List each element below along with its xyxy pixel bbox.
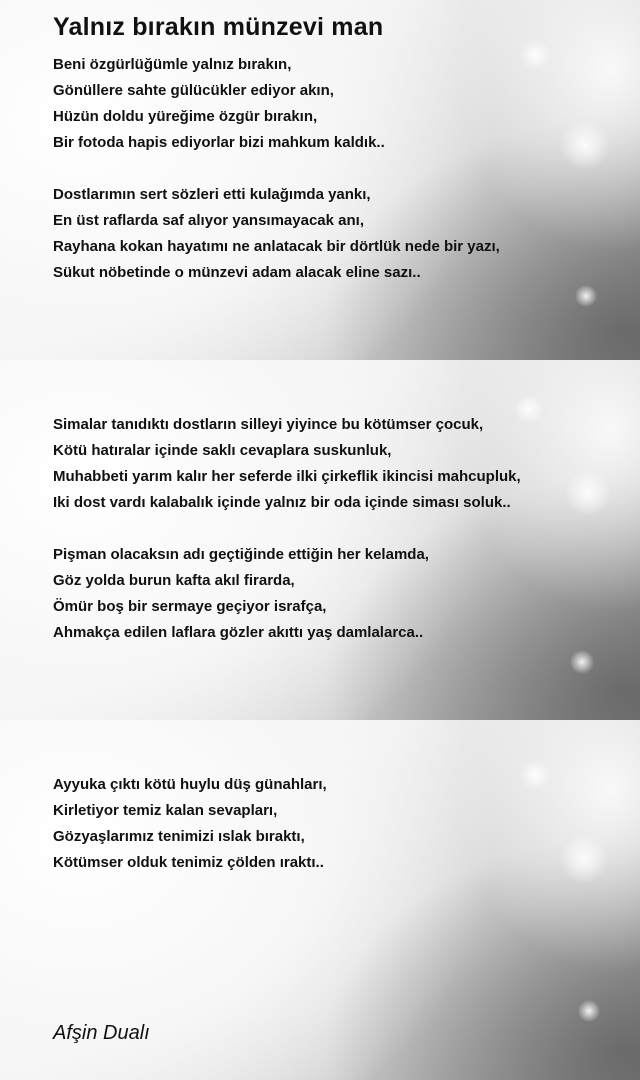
poem-line: Kötümser olduk tenimiz çölden ıraktı.. xyxy=(53,854,324,871)
poem-page-2 xyxy=(0,360,640,720)
stanza-1 xyxy=(53,52,623,156)
bokeh-decoration xyxy=(575,285,597,307)
poem-line: Iki dost vardı kalabalık içinde yalnız bir oda içinde siması soluk.. xyxy=(53,494,511,511)
poem-line: Göz yolda burun kafta akıl firarda, xyxy=(53,572,295,589)
poem-line: Kirletiyor temiz kalan sevapları, xyxy=(53,802,278,819)
poem-line: Kötü hatıralar içinde saklı cevaplara suskunluk, xyxy=(53,442,392,459)
poem-line: Gözyaşlarımız tenimizi ıslak bıraktı, xyxy=(53,828,305,845)
poem-line: Pişman olacaksın adı geçtiğinde ettiğin her kelamda, xyxy=(53,546,429,563)
poem-line: Ayyuka çıktı kötü huylu düş günahları, xyxy=(53,776,327,793)
poem-line: Gönüllere sahte gülücükler ediyor akın, xyxy=(53,82,334,99)
poem-line: Hüzün doldu yüreğime özgür bırakın, xyxy=(53,108,318,125)
poem-line: Beni özgürlüğümle yalnız bırakın, xyxy=(53,56,292,73)
poem-line: Simalar tanıdıktı dostların silleyi yiyince bu kötümser çocuk, xyxy=(53,416,484,433)
poem-line: En üst raflarda saf alıyor yansımayacak anı, xyxy=(53,212,364,229)
poem-title: Yalnız bırakın münzevi man xyxy=(53,13,384,41)
poem-page-3 xyxy=(0,720,640,1080)
stanza-3 xyxy=(53,412,623,516)
poem-line: Bir fotoda hapis ediyorlar bizi mahkum kaldık.. xyxy=(53,134,385,151)
stanza-5 xyxy=(53,772,623,876)
poem-line: Rayhana kokan hayatımı ne anlatacak bir dörtlük nede bir yazı, xyxy=(53,238,500,255)
poem-line: Sükut nöbetinde o münzevi adam alacak eline sazı.. xyxy=(53,264,421,281)
stanza-2 xyxy=(53,182,623,286)
poem-page-1 xyxy=(0,0,640,360)
poem-line: Ömür boş bir sermaye geçiyor israfça, xyxy=(53,598,327,615)
poem-author: Afşin Dualı xyxy=(53,1022,150,1044)
poem-line: Muhabbeti yarım kalır her seferde ilki çirkeflik ikincisi mahcupluk, xyxy=(53,468,521,485)
poem-line: Ahmakça edilen laflara gözler akıttı yaş damlalarca.. xyxy=(53,624,424,641)
stanza-4 xyxy=(53,542,623,646)
bokeh-decoration xyxy=(570,650,594,674)
bokeh-decoration xyxy=(578,1000,600,1022)
poem-line: Dostlarımın sert sözleri etti kulağımda yankı, xyxy=(53,186,371,203)
